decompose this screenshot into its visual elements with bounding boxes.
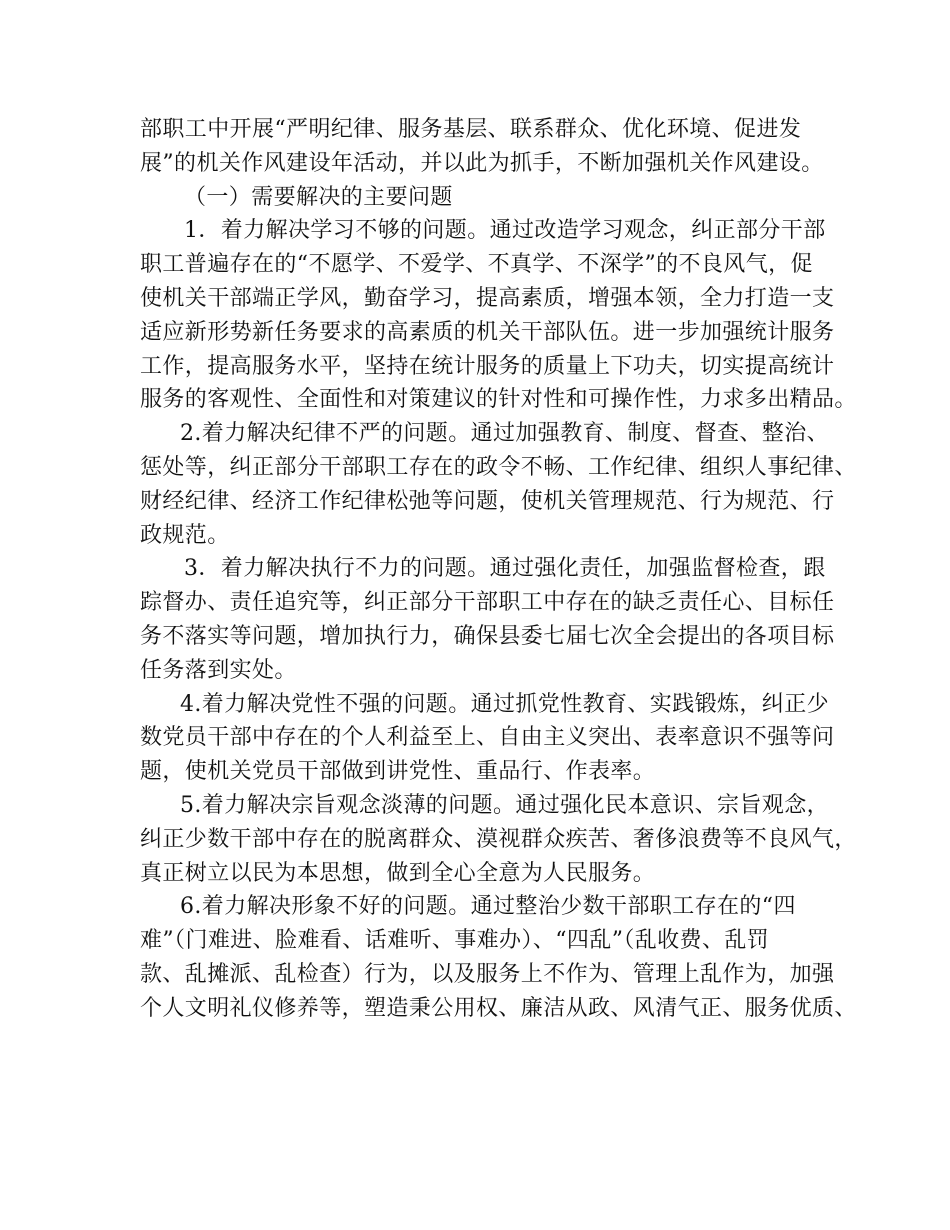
text-line: 职工普遍存在的“不愿学、不爱学、不真学、不深学”的不良风气，促 [140,252,813,278]
text-line: 2.着力解决纪律不严的问题。通过加强教育、制度、督查、整治、 [180,421,829,447]
text-line: 6.着力解决形象不好的问题。通过整治少数干部职工存在的“四 [180,894,796,920]
text-line: 难”（门难进、脸难看、话难听、事难办）、“四乱”（乱收费、乱罚 [140,928,770,954]
text-line: 部职工中开展“严明纪律、服务基层、联系群众、优化环境、促进发 [140,117,802,142]
text-line: 3．着力解决执行不力的问题。通过强化责任，加强监督检查，跟 [184,556,826,582]
text-line: 务不落实等问题，增加执行力，确保县委七届七次全会提出的各项目标 [140,623,835,649]
text-line: 个人文明礼仪修养等，塑造秉公用权、廉洁从政、风清气正、服务优质、 [140,995,857,1021]
text-line: 数党员干部中存在的个人利益至上、自由主义突出、表率意识不强等问 [140,725,835,751]
text-line: 服务的客观性、全面性和对策建议的针对性和可操作性，力求多出精品。 [140,387,857,413]
text-line: 4.着力解决党性不强的问题。通过抓党性教育、实践锻炼，纠正少 [180,691,829,717]
text-line: 款、乱摊派、乱检查）行为，以及服务上不作为、管理上乱作为，加强 [140,961,835,987]
text-line: 真正树立以民为本思想，做到全心全意为人民服务。 [140,860,656,886]
text-line: 政规范。 [140,522,230,548]
text-line: 适应新形势新任务要求的高素质的机关干部队伍。进一步加强统计服务 [140,319,835,345]
text-line: 题，使机关党员干部做到讲党性、重品行、作表率。 [140,759,656,785]
text-line: 工作，提高服务水平，坚持在统计服务的质量上下功夫，切实提高统计 [140,353,835,379]
text-line: 财经纪律、经济工作纪律松弛等问题，使机关管理规范、行为规范、行 [140,488,835,514]
text-line: 5.着力解决宗旨观念淡薄的问题。通过强化民本意识、宗旨观念， [180,792,829,818]
document-body [140,113,857,1026]
text-line: 1．着力解决学习不够的问题。通过改造学习观念，纠正部分干部 [184,218,826,244]
text-line: 任务落到实处。 [140,657,297,683]
text-line: 纠正少数干部中存在的脱离群众、漠视群众疾苦、奢侈浪费等不良风气， [140,826,857,852]
text-line: 踪督办、责任追究等，纠正部分干部职工中存在的缺乏责任心、目标任 [140,590,835,616]
section-heading: （一）需要解决的主要问题 [184,184,453,210]
text-line: 使机关干部端正学风，勤奋学习，提高素质，增强本领，全力打造一支 [140,285,835,311]
text-line: 展”的机关作风建设年活动，并以此为抓手，不断加强机关作风建设。 [140,150,824,176]
text-line: 惩处等，纠正部分干部职工存在的政令不畅、工作纪律、组织人事纪律、 [140,454,857,480]
